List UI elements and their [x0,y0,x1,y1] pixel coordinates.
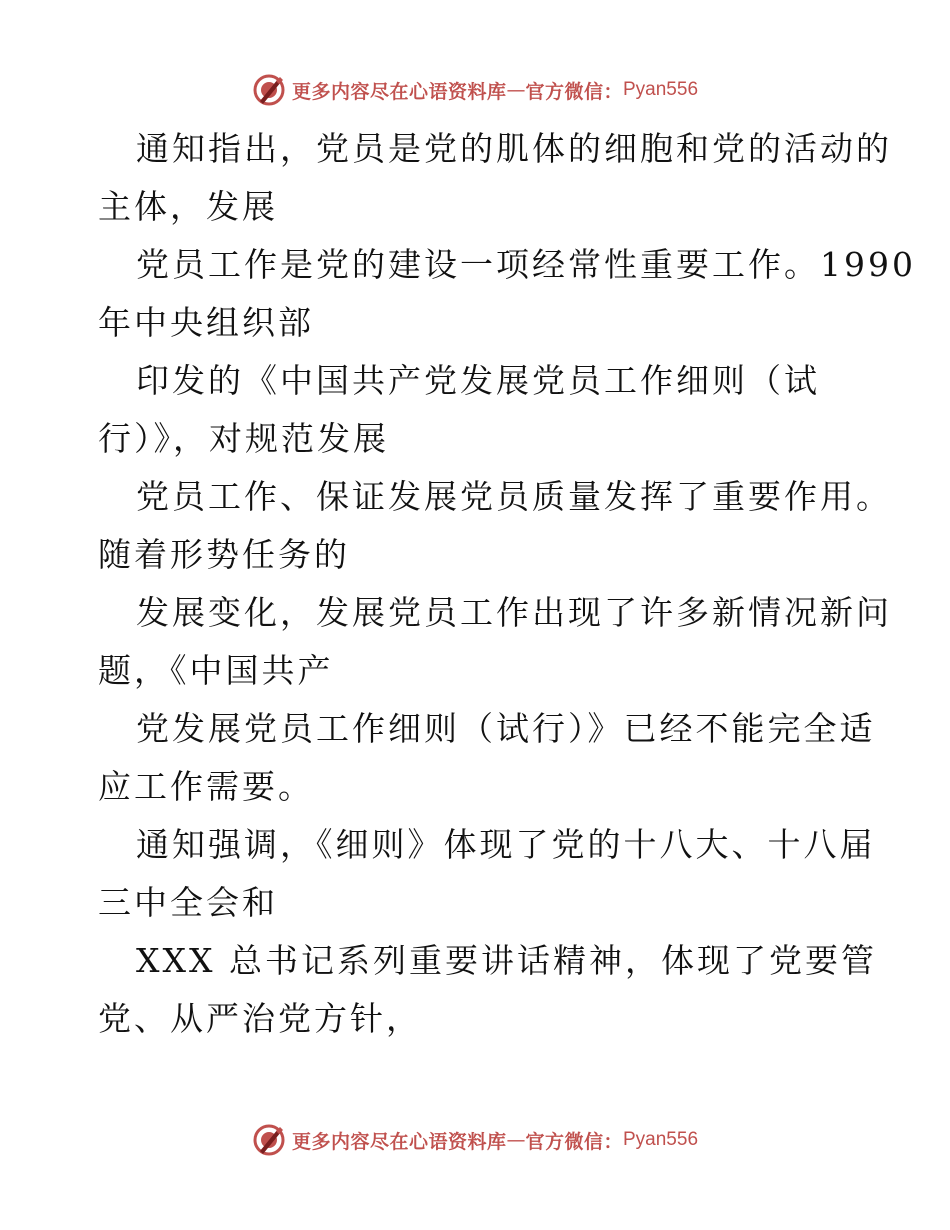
body-line: 发展变化，发展党员工作出现了许多新情况新问 [136,593,892,632]
banner-site-text: 更多内容尽在心语资料库 [291,1130,507,1153]
body-line: 党员工作是党的建设一项经常性重要工作。1990 [136,245,916,284]
body-line: XXX 总书记系列重要讲话精神，体现了党要管 [136,941,877,980]
body-line: 印发的《中国共产党发展党员工作细则（试 [136,361,820,400]
body-line: 通知指出，党员是党的肌体的细胞和党的活动的 [136,129,892,168]
body-line: 党员工作、保证发展党员质量发挥了重要作用。 [136,477,892,516]
banner-wechat-label: 官方微信： [525,80,623,103]
body-line: 主体，发展 [98,187,278,226]
banner-separator: — [506,79,526,101]
body-line: 应工作需要。 [98,767,314,806]
header-banner [0,70,950,110]
banner-wechat-id: Pyan556 [623,1129,699,1150]
body-line: 党发展党员工作细则（试行）》已经不能完全适 [136,709,876,748]
body-line: 党、从严治党方针， [98,999,422,1038]
banner-site-text: 更多内容尽在心语资料库 [291,80,507,103]
body-line: 三中全会和 [98,883,278,922]
body-line: 年中央组织部 [98,303,314,342]
banner-wechat-id: Pyan556 [623,79,699,100]
banner-wechat-label: 官方微信： [525,1130,623,1153]
body-line: 题，《中国共产 [98,651,334,690]
banner-separator: — [506,1129,526,1151]
pen-logo-icon [252,73,286,107]
body-line: 通知强调，《细则》体现了党的十八大、十八届 [136,825,876,864]
body-text [98,120,916,1048]
footer-banner [0,1120,950,1160]
pen-logo-icon [252,1123,286,1157]
body-line: 行）》，对规范发展 [98,419,389,458]
body-line: 随着形势任务的 [98,535,350,574]
